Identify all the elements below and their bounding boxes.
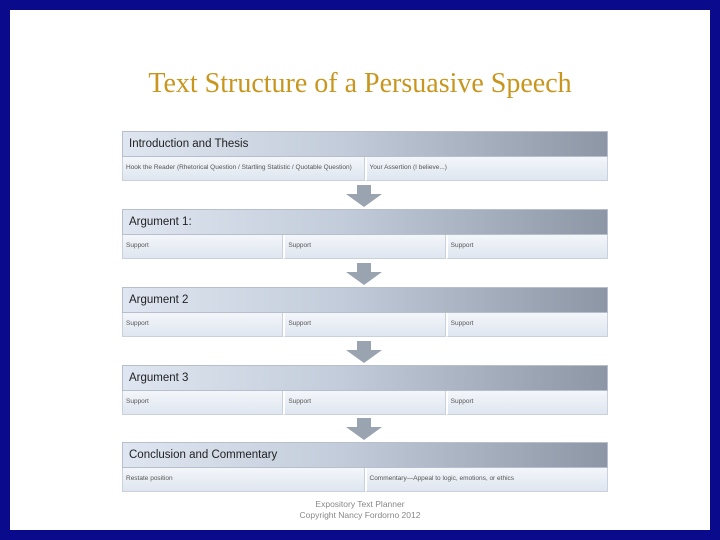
down-arrow-icon [346, 418, 382, 440]
section-cell: Support [122, 235, 283, 259]
footer-line-1: Expository Text Planner [315, 499, 405, 509]
section-row [122, 313, 608, 337]
section-cell: Support [283, 235, 445, 259]
down-arrow-icon [346, 263, 382, 285]
section-cell: Support [446, 235, 608, 259]
section-cell: Your Assertion (I believe...) [365, 157, 609, 181]
section-cell: Support [122, 313, 283, 337]
section-cell: Support [283, 313, 445, 337]
down-arrow-icon [346, 185, 382, 207]
down-arrow-icon [346, 341, 382, 363]
section-header: Conclusion and Commentary [122, 442, 608, 468]
section-cell: Hook the Reader (Rhetorical Question / Startling Statistic / Quotable Question) [122, 157, 365, 181]
section-header: Introduction and Thesis [122, 131, 608, 157]
section-row [122, 391, 608, 415]
section-cell: Support [446, 391, 608, 415]
section-header: Argument 3 [122, 365, 608, 391]
section-header: Argument 1: [122, 209, 608, 235]
section-conclusion [122, 442, 608, 492]
section-argument-2 [122, 287, 608, 337]
section-introduction [122, 131, 608, 181]
section-cell: Support [283, 391, 445, 415]
section-cell: Restate position [122, 468, 365, 492]
section-row [122, 235, 608, 259]
section-cell: Support [446, 313, 608, 337]
section-argument-3 [122, 365, 608, 415]
footer-credit [0, 499, 720, 521]
section-argument-1 [122, 209, 608, 259]
section-header: Argument 2 [122, 287, 608, 313]
section-cell: Commentary—Appeal to logic, emotions, or ethics [365, 468, 609, 492]
footer-line-2: Copyright Nancy Fordorno 2012 [299, 510, 421, 520]
slide-title: Text Structure of a Persuasive Speech [148, 68, 572, 99]
section-cell: Support [122, 391, 283, 415]
section-row [122, 468, 608, 492]
section-row [122, 157, 608, 181]
